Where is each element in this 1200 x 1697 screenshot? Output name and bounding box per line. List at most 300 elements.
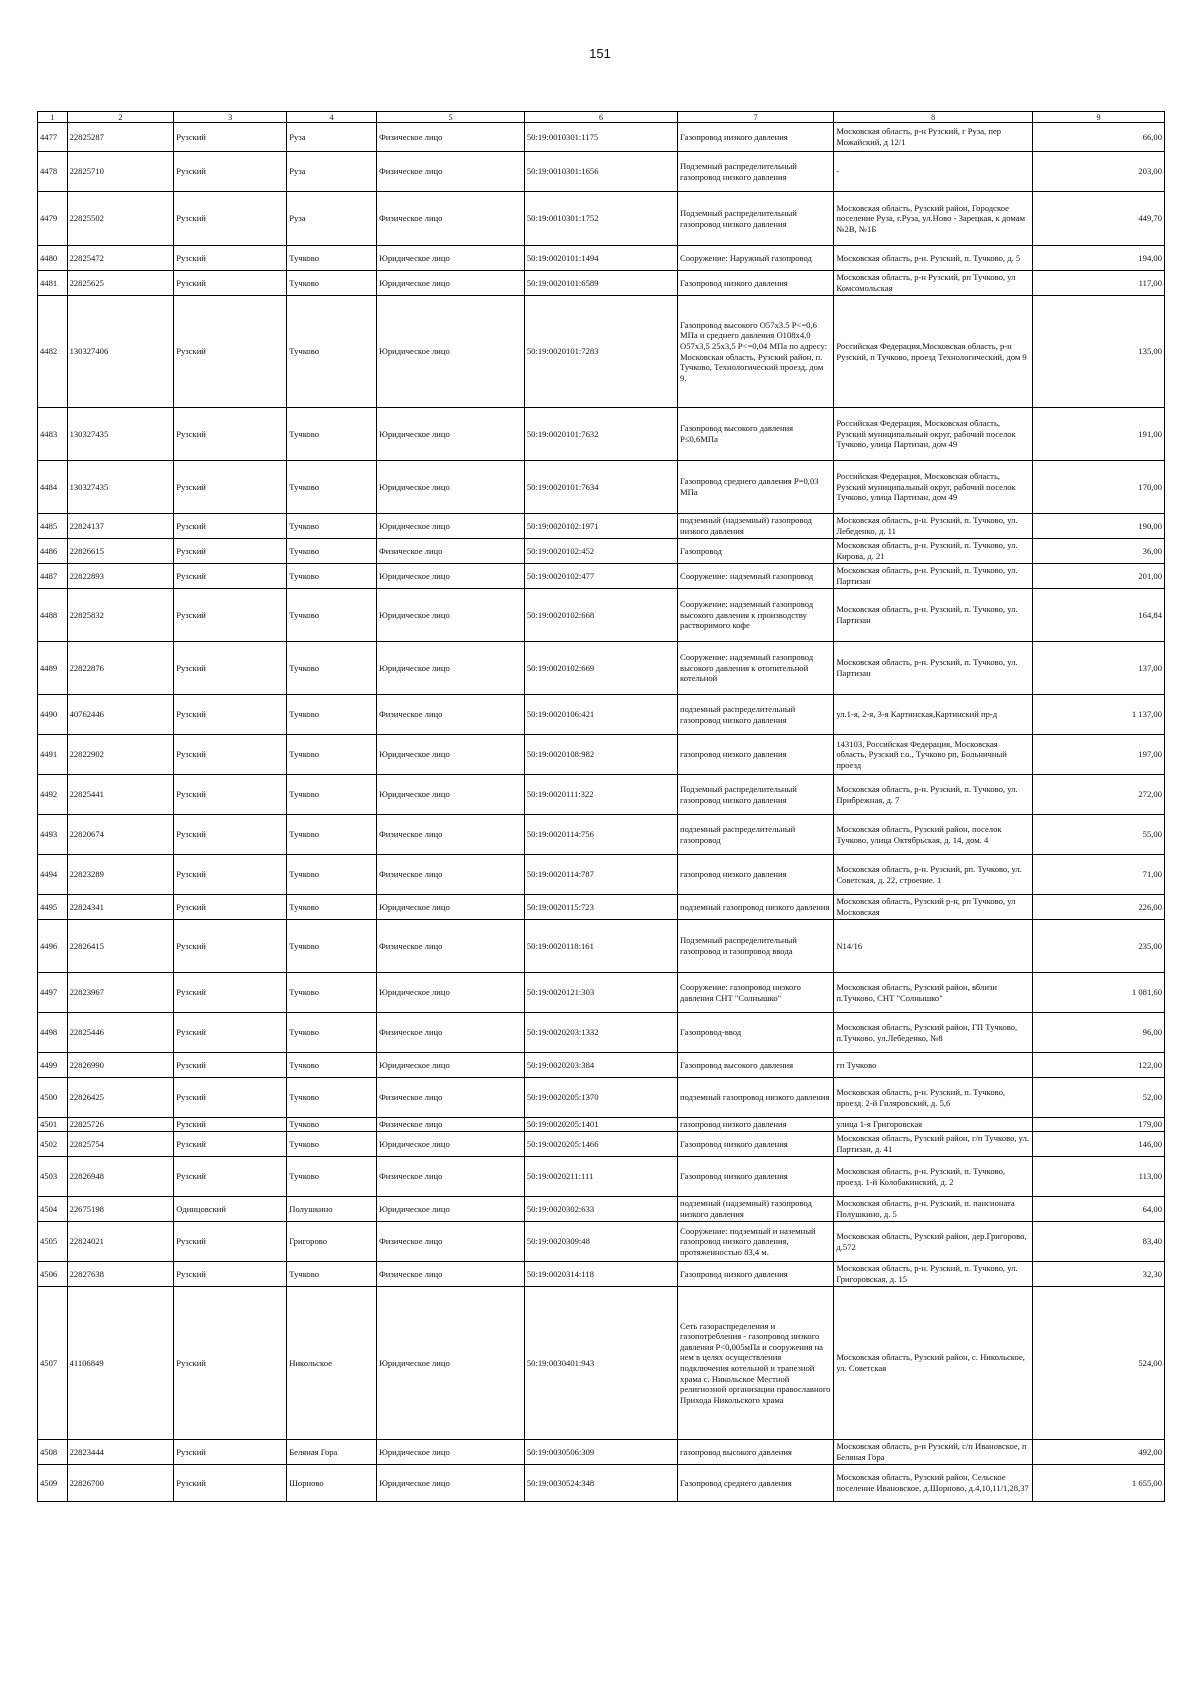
- length: 66,00: [1032, 123, 1164, 152]
- cadastral-number: 50:19:0020102:668: [524, 589, 677, 642]
- settlement: Тучково: [287, 1053, 377, 1078]
- address: Московская область, р-н Рузский, с/п Ивановское, п Беляная Гора: [834, 1440, 1033, 1465]
- column-number: 2: [67, 112, 174, 123]
- length: 235,00: [1032, 920, 1164, 973]
- settlement: Тучково: [287, 735, 377, 775]
- table-row: [38, 695, 1165, 735]
- row-number: 4480: [38, 246, 68, 271]
- settlement: Тучково: [287, 973, 377, 1013]
- table-row: [38, 408, 1165, 461]
- row-number: 4483: [38, 408, 68, 461]
- table-row: [38, 564, 1165, 589]
- cadastral-number: 50:19:0020115:723: [524, 895, 677, 920]
- owner-type: Физическое лицо: [377, 1157, 525, 1197]
- row-number: 4484: [38, 461, 68, 514]
- owner-type: Физическое лицо: [377, 920, 525, 973]
- address: Российская Федерация, Московская область, Рузский муниципальный округ, рабочий поселок Тучково, улица Партизан, дом 49: [834, 408, 1033, 461]
- cadastral-number: 50:19:0020302:633: [524, 1197, 677, 1222]
- cadastral-number: 50:19:0020102:477: [524, 564, 677, 589]
- object-description: Сооружение: надземный газопровод высокого давления к производству растворимого кофе: [678, 589, 834, 642]
- address: Московская область, р-н Рузский, г Руза, пер Можайский, д 12/1: [834, 123, 1033, 152]
- settlement: Тучково: [287, 564, 377, 589]
- length: 179,00: [1032, 1118, 1164, 1132]
- owner-type: Юридическое лицо: [377, 1287, 525, 1440]
- address: ул.1-я, 2-я, 3-я Картинская,Картинский пр-д: [834, 695, 1033, 735]
- object-id: 22826415: [67, 920, 174, 973]
- cadastral-number: 50:19:0010301:1175: [524, 123, 677, 152]
- table-row: [38, 539, 1165, 564]
- owner-type: Юридическое лицо: [377, 296, 525, 408]
- district: Рузский: [174, 695, 287, 735]
- object-description: Газопровод низкого давления: [678, 1157, 834, 1197]
- length: 164,84: [1032, 589, 1164, 642]
- length: 449,70: [1032, 192, 1164, 246]
- object-id: 130327406: [67, 296, 174, 408]
- settlement: Тучково: [287, 271, 377, 296]
- settlement: Тучково: [287, 246, 377, 271]
- object-description: газопровод низкого давления: [678, 735, 834, 775]
- object-description: Газопровод низкого давления: [678, 271, 834, 296]
- cadastral-number: 50:19:0010301:1656: [524, 152, 677, 192]
- column-number: 1: [38, 112, 68, 123]
- address: Российская Федерация, Московская область, Рузский муниципальный округ, рабочий поселок Тучково, улица Партизан, дом 49: [834, 461, 1033, 514]
- row-number: 4509: [38, 1465, 68, 1502]
- length: 113,00: [1032, 1157, 1164, 1197]
- district: Рузский: [174, 920, 287, 973]
- object-description: Сооружение: подземный и наземный газопровод низкого давления, протяженностью 83,4 м.: [678, 1222, 834, 1262]
- table-row: [38, 1118, 1165, 1132]
- length: 226,00: [1032, 895, 1164, 920]
- settlement: Тучково: [287, 1157, 377, 1197]
- address: Московская область, р-н. Рузский, п. Тучково, ул. Григоровская, д. 15: [834, 1262, 1033, 1287]
- column-number: 4: [287, 112, 377, 123]
- object-description: подземный (надземный) газопровод низкого давления: [678, 514, 834, 539]
- object-description: Газопровод среднего давления Р=0,03 МПа: [678, 461, 834, 514]
- table-row: [38, 514, 1165, 539]
- address: Российская Федерация,Московская область, р-н Рузский, п Тучково, проезд Технологический, дом 9: [834, 296, 1033, 408]
- address: Московская область, р-н Рузский, рп Тучково, ул Комсомольская: [834, 271, 1033, 296]
- length: 122,00: [1032, 1053, 1164, 1078]
- district: Рузский: [174, 1440, 287, 1465]
- object-description: Подземный распределительный газопровод низкого давления: [678, 152, 834, 192]
- table-row: [38, 1053, 1165, 1078]
- address: Московская область, Рузский район, вблизи п.Тучково, СНТ "Солнышко": [834, 973, 1033, 1013]
- length: 55,00: [1032, 815, 1164, 855]
- length: 201,00: [1032, 564, 1164, 589]
- cadastral-number: 50:19:0020101:6589: [524, 271, 677, 296]
- object-id: 22825832: [67, 589, 174, 642]
- object-description: Подземный распределительный газопровод низкого давления: [678, 775, 834, 815]
- row-number: 4507: [38, 1287, 68, 1440]
- settlement: Тучково: [287, 1132, 377, 1157]
- settlement: Тучково: [287, 1262, 377, 1287]
- owner-type: Физическое лицо: [377, 695, 525, 735]
- table-row: [38, 1222, 1165, 1262]
- owner-type: Юридическое лицо: [377, 246, 525, 271]
- object-description: Газопровод среднего давления: [678, 1465, 834, 1502]
- cadastral-number: 50:19:0020211:111: [524, 1157, 677, 1197]
- address: Московская область, р-н. Рузский, п. Тучково, ул. Кирова, д. 21: [834, 539, 1033, 564]
- address: Московская область, р-н. Рузский, п. Тучково, ул. Партизан: [834, 589, 1033, 642]
- owner-type: Юридическое лицо: [377, 461, 525, 514]
- address: Московская область, р-н. Рузский, п. Тучково, д. 5: [834, 246, 1033, 271]
- settlement: Тучково: [287, 514, 377, 539]
- object-description: подземный газопровод низкого давления: [678, 895, 834, 920]
- length: 1 081,60: [1032, 973, 1164, 1013]
- row-number: 4482: [38, 296, 68, 408]
- table-row: [38, 920, 1165, 973]
- row-number: 4502: [38, 1132, 68, 1157]
- address: Московская область, Рузский район, дер.Григорово, д.572: [834, 1222, 1033, 1262]
- district: Рузский: [174, 589, 287, 642]
- cadastral-number: 50:19:0020111:322: [524, 775, 677, 815]
- settlement: Тучково: [287, 461, 377, 514]
- object-id: 22675198: [67, 1197, 174, 1222]
- object-description: подземный распределительный газопровод низкого давления: [678, 695, 834, 735]
- row-number: 4491: [38, 735, 68, 775]
- cadastral-number: 50:19:0030524:348: [524, 1465, 677, 1502]
- settlement: Тучково: [287, 539, 377, 564]
- object-description: Сооружение: надземный газопровод высокого давления к отопительной котельной: [678, 642, 834, 695]
- table-header-row: [38, 112, 1165, 123]
- row-number: 4477: [38, 123, 68, 152]
- owner-type: Физическое лицо: [377, 1262, 525, 1287]
- row-number: 4492: [38, 775, 68, 815]
- table-row: [38, 1013, 1165, 1053]
- settlement: Тучково: [287, 815, 377, 855]
- length: 71,00: [1032, 855, 1164, 895]
- owner-type: Юридическое лицо: [377, 642, 525, 695]
- page-number: 151: [589, 46, 611, 61]
- settlement: Тучково: [287, 296, 377, 408]
- settlement: Шорново: [287, 1465, 377, 1502]
- table-row: [38, 642, 1165, 695]
- address: -: [834, 152, 1033, 192]
- table-row: [38, 1132, 1165, 1157]
- table-row: [38, 735, 1165, 775]
- object-description: Сеть газораспределения и газопотребления - газопровод низкого давления Р<0,005мПа и сооружения на нем в целях осуществления подключения котельной и трапезной храма с. Никольское Местной религиозной организации православного Прихода Никольского храма: [678, 1287, 834, 1440]
- district: Рузский: [174, 408, 287, 461]
- length: 52,00: [1032, 1078, 1164, 1118]
- district: Рузский: [174, 192, 287, 246]
- settlement: Тучково: [287, 1118, 377, 1132]
- district: Рузский: [174, 1013, 287, 1053]
- district: Рузский: [174, 461, 287, 514]
- object-id: 130327435: [67, 408, 174, 461]
- settlement: Руза: [287, 152, 377, 192]
- row-number: 4506: [38, 1262, 68, 1287]
- table-row: [38, 246, 1165, 271]
- owner-type: Физическое лицо: [377, 192, 525, 246]
- length: 203,00: [1032, 152, 1164, 192]
- length: 36,00: [1032, 539, 1164, 564]
- owner-type: Физическое лицо: [377, 123, 525, 152]
- district: Рузский: [174, 895, 287, 920]
- district: Рузский: [174, 855, 287, 895]
- length: 492,00: [1032, 1440, 1164, 1465]
- object-id: 22826615: [67, 539, 174, 564]
- table-row: [38, 1440, 1165, 1465]
- district: Рузский: [174, 642, 287, 695]
- address: Московская область, р-н. Рузский, п. Тучково, ул. Партизан: [834, 564, 1033, 589]
- district: Рузский: [174, 775, 287, 815]
- object-id: 22822902: [67, 735, 174, 775]
- length: 96,00: [1032, 1013, 1164, 1053]
- row-number: 4493: [38, 815, 68, 855]
- cadastral-number: 50:19:0020309:48: [524, 1222, 677, 1262]
- length: 197,00: [1032, 735, 1164, 775]
- object-description: Сооружение: надземный газопровод: [678, 564, 834, 589]
- settlement: Григорово: [287, 1222, 377, 1262]
- owner-type: Физическое лицо: [377, 1013, 525, 1053]
- length: 194,00: [1032, 246, 1164, 271]
- district: Рузский: [174, 123, 287, 152]
- owner-type: Физическое лицо: [377, 539, 525, 564]
- settlement: Руза: [287, 123, 377, 152]
- length: 83,40: [1032, 1222, 1164, 1262]
- object-id: 22826990: [67, 1053, 174, 1078]
- settlement: Тучково: [287, 1078, 377, 1118]
- row-number: 4500: [38, 1078, 68, 1118]
- cadastral-number: 50:19:0030506:309: [524, 1440, 677, 1465]
- object-description: Подземный распределительный газопровод и газопровод ввода: [678, 920, 834, 973]
- row-number: 4494: [38, 855, 68, 895]
- cadastral-number: 50:19:0020205:1401: [524, 1118, 677, 1132]
- table-row: [38, 192, 1165, 246]
- object-id: 22826700: [67, 1465, 174, 1502]
- object-description: Газопровод высокого давления: [678, 1053, 834, 1078]
- table-row: [38, 1078, 1165, 1118]
- district: Рузский: [174, 296, 287, 408]
- object-id: 22825472: [67, 246, 174, 271]
- row-number: 4490: [38, 695, 68, 735]
- address: Московская область, Рузский район, поселок Тучково, улица Октябрьская, д. 14, дом. 4: [834, 815, 1033, 855]
- owner-type: Юридическое лицо: [377, 895, 525, 920]
- row-number: 4486: [38, 539, 68, 564]
- object-description: Газопровод низкого давления: [678, 1262, 834, 1287]
- object-description: Газопровод высокого давления Р≤0,6МПа: [678, 408, 834, 461]
- object-id: 22820674: [67, 815, 174, 855]
- length: 32,30: [1032, 1262, 1164, 1287]
- address: Московская область, р-н. Рузский, п. Тучково, ул. Партизан: [834, 642, 1033, 695]
- table-row: [38, 296, 1165, 408]
- cadastral-number: 50:19:0020121:303: [524, 973, 677, 1013]
- object-id: 22824021: [67, 1222, 174, 1262]
- cadastral-number: 50:19:0020203:384: [524, 1053, 677, 1078]
- table-row: [38, 589, 1165, 642]
- table-row: [38, 1465, 1165, 1502]
- district: Рузский: [174, 1078, 287, 1118]
- owner-type: Юридическое лицо: [377, 271, 525, 296]
- length: 146,00: [1032, 1132, 1164, 1157]
- settlement: Тучково: [287, 855, 377, 895]
- settlement: Тучково: [287, 408, 377, 461]
- column-number: 7: [678, 112, 834, 123]
- object-description: Сооружение: газопровод низкого давления СНТ "Солнышко": [678, 973, 834, 1013]
- length: 135,00: [1032, 296, 1164, 408]
- object-id: 22827638: [67, 1262, 174, 1287]
- district: Рузский: [174, 735, 287, 775]
- district: Рузский: [174, 973, 287, 1013]
- district: Рузский: [174, 1118, 287, 1132]
- column-number: 9: [1032, 112, 1164, 123]
- object-id: 22823289: [67, 855, 174, 895]
- row-number: 4478: [38, 152, 68, 192]
- column-number: 5: [377, 112, 525, 123]
- owner-type: Юридическое лицо: [377, 1132, 525, 1157]
- cadastral-number: 50:19:0020205:1466: [524, 1132, 677, 1157]
- object-id: 22825446: [67, 1013, 174, 1053]
- length: 170,00: [1032, 461, 1164, 514]
- district: Одинцовский: [174, 1197, 287, 1222]
- address: N14/16: [834, 920, 1033, 973]
- address: Московская область, р-н. Рузский, п. пансионата Полушкино, д. 5: [834, 1197, 1033, 1222]
- object-description: Сооружение: Наружный газопровод: [678, 246, 834, 271]
- district: Рузский: [174, 1222, 287, 1262]
- address: Московская область, Рузский р-н, рп Тучково, ул Московская: [834, 895, 1033, 920]
- row-number: 4487: [38, 564, 68, 589]
- length: 190,00: [1032, 514, 1164, 539]
- table-row: [38, 152, 1165, 192]
- cadastral-number: 50:19:0030401:943: [524, 1287, 677, 1440]
- object-description: Газопровод высокого О57х3.5 Р<=0,6 МПа и среднего давления О108х4,0 О57х3,5 25х3,5 Р<=0,04 МПа по адресу: Московская область, Рузский район, п. Тучково, Технологический проезд, дом 9.: [678, 296, 834, 408]
- owner-type: Юридическое лицо: [377, 408, 525, 461]
- owner-type: Юридическое лицо: [377, 1053, 525, 1078]
- table-row: [38, 461, 1165, 514]
- object-id: 22826948: [67, 1157, 174, 1197]
- length: 272,00: [1032, 775, 1164, 815]
- owner-type: Юридическое лицо: [377, 1465, 525, 1502]
- object-description: Газопровод низкого давления: [678, 1132, 834, 1157]
- table-row: [38, 855, 1165, 895]
- cadastral-number: 50:19:0020101:7283: [524, 296, 677, 408]
- settlement: Никольское: [287, 1287, 377, 1440]
- address: Московская область, Рузский район, г/п Тучково, ул. Партизан, д. 41: [834, 1132, 1033, 1157]
- district: Рузский: [174, 1132, 287, 1157]
- settlement: Полушкино: [287, 1197, 377, 1222]
- owner-type: Физическое лицо: [377, 1222, 525, 1262]
- object-description: подземный (надземный) газопровод низкого давления: [678, 1197, 834, 1222]
- settlement: Тучково: [287, 775, 377, 815]
- length: 1 137,00: [1032, 695, 1164, 735]
- district: Рузский: [174, 815, 287, 855]
- table-row: [38, 1287, 1165, 1440]
- table-row: [38, 973, 1165, 1013]
- district: Рузский: [174, 1287, 287, 1440]
- object-id: 22825625: [67, 271, 174, 296]
- row-number: 4488: [38, 589, 68, 642]
- length: 64,00: [1032, 1197, 1164, 1222]
- object-description: Газопровод: [678, 539, 834, 564]
- cadastral-number: 50:19:0020118:161: [524, 920, 677, 973]
- owner-type: Юридическое лицо: [377, 735, 525, 775]
- cadastral-number: 50:19:0020102:1971: [524, 514, 677, 539]
- settlement: Тучково: [287, 642, 377, 695]
- row-number: 4495: [38, 895, 68, 920]
- settlement: Тучково: [287, 695, 377, 735]
- object-description: подземный газопровод низкого давления: [678, 1078, 834, 1118]
- table-row: [38, 895, 1165, 920]
- settlement: Беляная Гора: [287, 1440, 377, 1465]
- object-id: 22825441: [67, 775, 174, 815]
- cadastral-number: 50:19:0010301:1752: [524, 192, 677, 246]
- object-id: 22823967: [67, 973, 174, 1013]
- row-number: 4504: [38, 1197, 68, 1222]
- owner-type: Юридическое лицо: [377, 514, 525, 539]
- column-number: 3: [174, 112, 287, 123]
- row-number: 4485: [38, 514, 68, 539]
- row-number: 4479: [38, 192, 68, 246]
- district: Рузский: [174, 564, 287, 589]
- table-row: [38, 123, 1165, 152]
- district: Рузский: [174, 514, 287, 539]
- object-id: 22822893: [67, 564, 174, 589]
- address: гп Тучково: [834, 1053, 1033, 1078]
- object-id: 22825287: [67, 123, 174, 152]
- cadastral-number: 50:19:0020205:1370: [524, 1078, 677, 1118]
- table-row: [38, 1262, 1165, 1287]
- length: 117,00: [1032, 271, 1164, 296]
- district: Рузский: [174, 152, 287, 192]
- district: Рузский: [174, 1053, 287, 1078]
- cadastral-number: 50:19:0020102:669: [524, 642, 677, 695]
- object-id: 22825710: [67, 152, 174, 192]
- object-id: 22822876: [67, 642, 174, 695]
- object-id: 41106849: [67, 1287, 174, 1440]
- address: Московская область, Рузский район, Сельское поселение Ивановское, д.Шорново, д.4,10,11/1,28,37: [834, 1465, 1033, 1502]
- object-id: 22825502: [67, 192, 174, 246]
- table-row: [38, 815, 1165, 855]
- address: Московская область, Рузский район, ГП Тучково, п.Тучково, ул.Лебеденко, №8: [834, 1013, 1033, 1053]
- owner-type: Физическое лицо: [377, 815, 525, 855]
- owner-type: Физическое лицо: [377, 1118, 525, 1132]
- length: 191,00: [1032, 408, 1164, 461]
- object-id: 40762446: [67, 695, 174, 735]
- object-description: Газопровод-ввод: [678, 1013, 834, 1053]
- cadastral-number: 50:19:0020114:756: [524, 815, 677, 855]
- settlement: Тучково: [287, 895, 377, 920]
- object-id: 22823444: [67, 1440, 174, 1465]
- settlement: Тучково: [287, 589, 377, 642]
- address: Московская область, р-н. Рузский, п. Тучково, ул. Прибрежная, д. 7: [834, 775, 1033, 815]
- cadastral-number: 50:19:0020101:1494: [524, 246, 677, 271]
- row-number: 4505: [38, 1222, 68, 1262]
- table-row: [38, 1197, 1165, 1222]
- owner-type: Физическое лицо: [377, 855, 525, 895]
- row-number: 4497: [38, 973, 68, 1013]
- row-number: 4496: [38, 920, 68, 973]
- district: Рузский: [174, 1465, 287, 1502]
- address: Московская область, Рузский район, Городское поселение Руза, г.Руза, ул.Ново - Зарецкая, к домам №2В, №1Б: [834, 192, 1033, 246]
- cadastral-number: 50:19:0020101:7634: [524, 461, 677, 514]
- cadastral-number: 50:19:0020314:118: [524, 1262, 677, 1287]
- cadastral-number: 50:19:0020114:787: [524, 855, 677, 895]
- object-id: 22825726: [67, 1118, 174, 1132]
- length: 137,00: [1032, 642, 1164, 695]
- table-row: [38, 775, 1165, 815]
- owner-type: Юридическое лицо: [377, 1440, 525, 1465]
- object-description: подземный распределительный газопровод: [678, 815, 834, 855]
- settlement: Тучково: [287, 920, 377, 973]
- address: 143103, Российская Федерация, Московская область, Рузский г.о., Тучково рп, Больничный проезд: [834, 735, 1033, 775]
- address: Московская область, Рузский район, с. Никольское, ул. Советская: [834, 1287, 1033, 1440]
- address: Московская область, р-н. Рузский, п. Тучково, проезд. 1-й Колобакинский, д. 2: [834, 1157, 1033, 1197]
- cadastral-number: 50:19:0020102:452: [524, 539, 677, 564]
- district: Рузский: [174, 246, 287, 271]
- address: Московская область, р-н. Рузский, п. Тучково, проезд. 2-й Гиляровский, д. 5,6: [834, 1078, 1033, 1118]
- address: Московская область, р-н. Рузский, п. Тучково, ул. Лебеденко, д. 11: [834, 514, 1033, 539]
- settlement: Руза: [287, 192, 377, 246]
